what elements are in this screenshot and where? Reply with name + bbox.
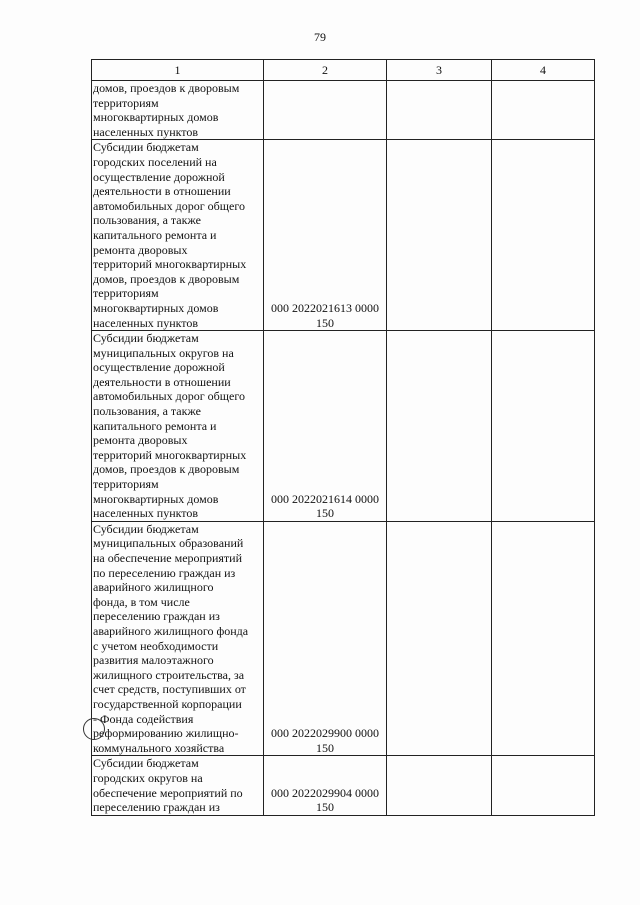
- row-description: Субсидии бюджетам муниципальных округов на осуществление дорожной деятельности в отношении автомобильных дорог общего пользования, а также капитального ремонта и ремонта дворовых территорий многоквартирных домов, проездов к дворовым территориям многоквартирных домов населенных пунктов: [92, 331, 264, 522]
- row-description: Субсидии бюджетам муниципальных образований на обеспечение мероприятий по переселению граждан из аварийного жилищного фонда, в том числе переселению граждан из аварийного жилищного фонда с учетом необходимости развития малоэтажного жилищного строительства, за счет средств, поступивших от государственной корпорации - Фонда содействия реформированию жилищно- коммунального хозяйства: [92, 521, 264, 756]
- row-col3: [387, 521, 492, 756]
- row-col4: [492, 756, 595, 815]
- table-row: [92, 521, 595, 756]
- pen-circle-mark: [83, 718, 105, 740]
- table-row: [92, 756, 595, 815]
- row-code: 000 2022021614 0000 150: [264, 331, 387, 522]
- row-code: 000 2022021613 0000 150: [264, 140, 387, 331]
- page-number: 79: [314, 30, 326, 44]
- row-col3: [387, 140, 492, 331]
- row-description: Субсидии бюджетам городских округов на обеспечение мероприятий по переселению граждан из: [92, 756, 264, 815]
- table-row: [92, 140, 595, 331]
- row-col4: [492, 140, 595, 331]
- row-code: 000 2022029904 0000 150: [264, 756, 387, 815]
- row-description: домов, проездов к дворовым территориям многоквартирных домов населенных пунктов: [92, 81, 264, 140]
- row-col3: [387, 81, 492, 140]
- column-header-3: 3: [387, 60, 492, 81]
- budget-codes-table: [91, 59, 595, 816]
- row-description: Субсидии бюджетам городских поселений на осуществление дорожной деятельности в отношении автомобильных дорог общего пользования, а также капитального ремонта и ремонта дворовых территорий многоквартирных домов, проездов к дворовым территориям многоквартирных домов населенных пунктов: [92, 140, 264, 331]
- column-header-1: 1: [92, 60, 264, 81]
- row-col4: [492, 81, 595, 140]
- table-row: [92, 81, 595, 140]
- row-col3: [387, 756, 492, 815]
- column-header-2: 2: [264, 60, 387, 81]
- row-code: [264, 81, 387, 140]
- table-header-row: [92, 60, 595, 81]
- row-col3: [387, 331, 492, 522]
- row-code: 000 2022029900 0000 150: [264, 521, 387, 756]
- table-row: [92, 331, 595, 522]
- column-header-4: 4: [492, 60, 595, 81]
- row-col4: [492, 331, 595, 522]
- row-col4: [492, 521, 595, 756]
